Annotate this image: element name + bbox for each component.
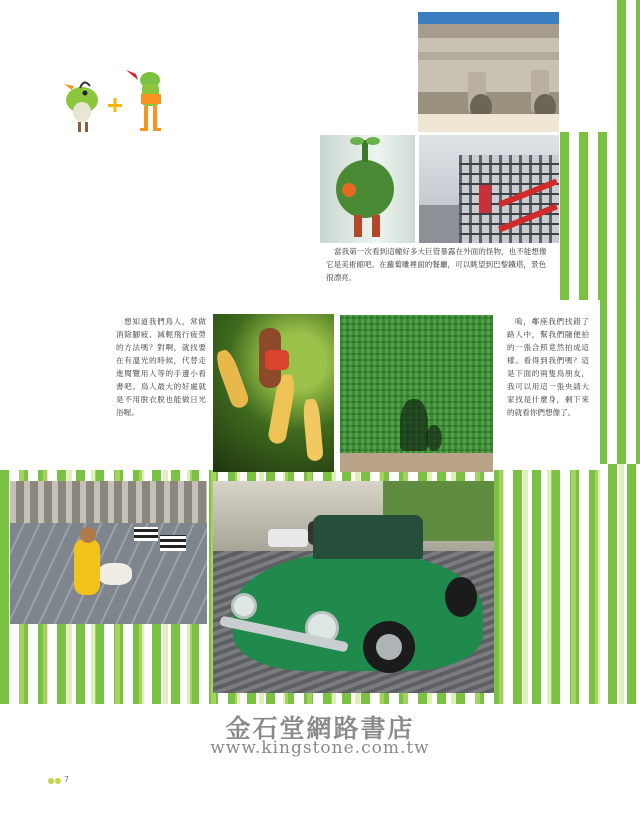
stripe-band-right-top-white — [558, 0, 610, 132]
photo-green-beetle-car — [213, 481, 494, 693]
watermark-store-name: 金石堂網路書店 — [225, 714, 415, 743]
caption-top — [326, 245, 552, 284]
caption-left — [116, 315, 206, 419]
caption-right-text: 嗚，鄰座我們找錯了路人中，幫我們隨便拍的一張合照竟然拍成這樣。看得到我們嗎？這是下面的兩隻鳥朋友，我可以用這一張央請大家找是什麼身，剩下來的就看你們想像了。 — [507, 317, 589, 417]
watermark-store-url: www.kingstone.com.tw — [210, 738, 430, 758]
page-number: 7 — [64, 775, 70, 784]
photo-green-mesh-fence — [340, 315, 493, 472]
caption-left-text: 想知道我們鳥人，常做消除腳疲、減輕飛行疲勞的方法嗎？對啊，就找要在有溫光的時候，代替走進閱覽用人等的手邊小看書吧。鳥人最大的好處就是不用脫衣脫也能做日光浴喔。 — [116, 317, 206, 417]
bird-plus-bird-illustration — [58, 66, 176, 136]
tall-bird-icon — [126, 70, 161, 131]
page-number-dots-icon — [48, 778, 62, 784]
photo-bird-in-trumpet-flowers — [213, 314, 334, 472]
caption-top-text: 當我第一次看到這幢好多大巨管暴露在外面的怪物，也不能想像它是美術館吧。在蘿蔔雕裡面的餐廳，可以眺望到巴黎鐵塔，景色很漂亮。 — [326, 247, 547, 282]
photo-pompidou-centre — [419, 135, 559, 243]
small-bird-icon — [64, 82, 98, 132]
plus-sign-icon — [108, 98, 122, 112]
photo-child-yellow-raincoat — [10, 481, 207, 624]
caption-right — [507, 315, 589, 419]
photo-bird-toy-sprout — [320, 135, 415, 243]
photo-stone-facade — [418, 12, 559, 132]
